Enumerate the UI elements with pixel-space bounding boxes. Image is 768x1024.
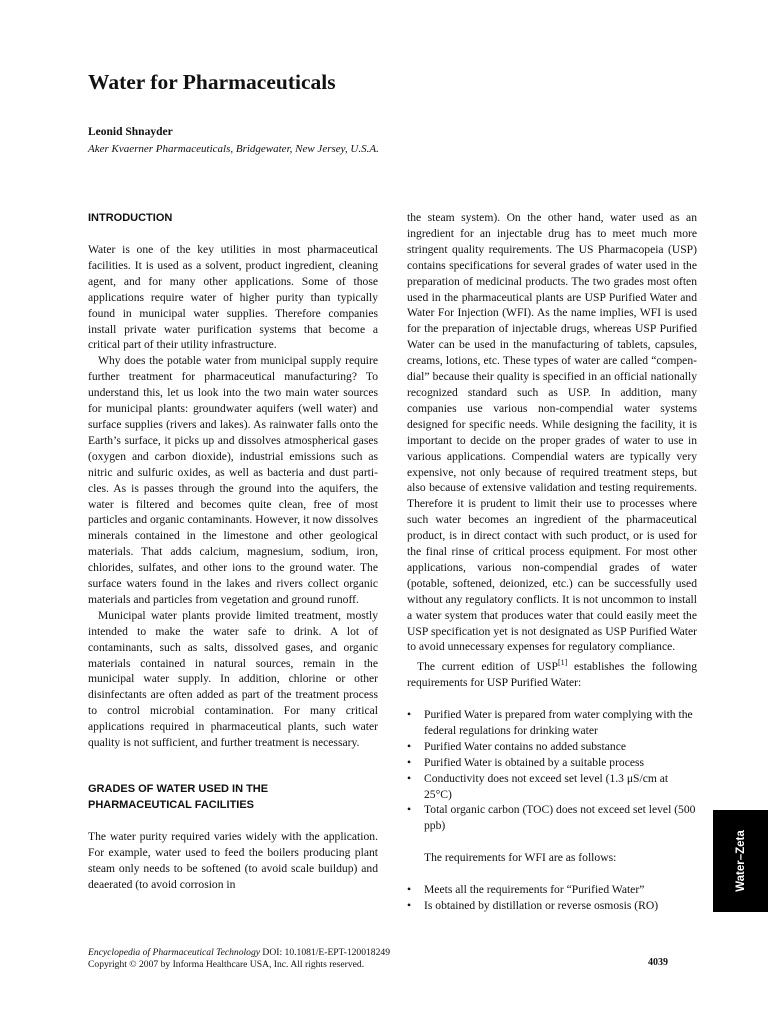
list-item-text: Conductivity does not exceed set level (1.3 μS/cm at 25°C) [424,771,669,801]
list-item [407,755,697,771]
list-item-text: Purified Water contains no added substance [424,739,627,753]
bullet-icon: • [407,899,412,913]
paragraph: The requirements for WFI are as follows: [424,851,617,865]
list-item-text: Meets all the requirements for “Purified Water” [424,883,645,897]
bullet-icon: • [407,771,412,785]
bullet-icon: • [407,803,412,817]
side-tab-label: Water–Zeta [734,830,747,892]
list-item-text: Purified Water is obtained by a suitable process [424,755,645,769]
footer-citation-line [88,947,390,959]
section-side-tab [713,810,768,912]
purified-water-requirements-list [407,707,697,834]
list-item [407,739,697,755]
paragraph: Why does the potable water from municipal supply require further treatment for pharmaceutical manufacturing? To understand this, let us look into the two main water sources for municipal plants: groundwater aquifers (well water) and surface supplies (rivers and lakes). As rainwater falls onto the Earth’s surface, it picks up and dissolves atmospherical gases (oxygen and carbon dioxide), industrial emissions such as nitric and sulfuric oxides, as well as bacteria and dust particles. As is passes through the ground into the aquifers, the water is filtered and becomes quite clean, free of most particles and organic contaminants. However, it now dissolves minerals contained in the limestone and other geological materials. That adds calcium, magnesium, sodium, iron, chlorides, sulfates, and other ions to the ground water. The surface waters found in the lakes and rivers collect organic materials and particles from vegetation and ground runoff. [88,354,378,606]
journal-name: Encyclopedia of Pharmaceutical Technology [88,947,261,958]
section-heading-grades [88,781,378,813]
page-number: 4039 [648,957,668,968]
text-run: The current edition of USP [417,660,558,674]
list-item-text: Is obtained by distillation or reverse osmosis (RO) [424,899,659,913]
paragraph [407,655,697,691]
wfi-requirements-list [407,882,697,914]
heading-line: GRADES OF WATER USED IN THE [88,783,269,795]
bullet-icon: • [407,708,412,722]
bullet-icon: • [407,739,412,753]
article-title: Water for Pharmaceuticals [88,70,336,94]
left-column [88,210,378,893]
list-item [407,707,697,739]
page-footer [88,947,390,971]
paragraph: Water is one of the key utilities in most pharmaceutical facilities. It is used as a solvent, product ingredient, cleaning agent, and for many other applications. Some of those applications require water of higher purity than typically found in municipal water supplies. Therefore companies install private water purification systems that become a critical part of their utility infrastructure. [88,243,378,352]
copyright-line: Copyright © 2007 by Informa Healthcare USA, Inc. All rights reserved. [88,959,365,970]
list-item [407,771,697,803]
text-run: establishes the following requirements for USP Purified Water: [407,660,697,690]
paragraph: the steam system). On the other hand, water used as an ingredient for an injectable drug has to meet much more stringent quality requirements. The US Pharmacopeia (USP) contains specifications for several grades of water used in the preparation of medicinal products. The two grades most often used in the pharmaceutical plants are USP Purified Water and Water For Injection (WFI). As the name implies, WFI is used for the preparation of injectable drugs, whereas USP Purified Water can be used in the manufacturing of tablets, capsules, creams, lotions, etc. These types of water are called “compendial” because their quality is specified in an official nationally recognized standard such as USP. In addition, many companies use various non-compendial water systems designed for specific needs. While designing the facility, it is important to decide on the proper grades of water to use in various applications. Compendial waters are typically very expensive, not only because of required treatment steps, but also because of extensive validation and testing requirements. Therefore it is prudent to limit their use to processes where such water becomes an ingredient of the pharmaceutical product, is in direct contact with such product, or is used for the final rinse of critical process equipment. For most other applications, various non-compendial grades of water (potable, softened, deionized, etc.) can be successfully used without any regulatory conflicts. It is not uncommon to install a water system that produces water that could easily meet the USP specification yet is not designated as USP Purified Water to avoid unnecessary expenses for regulatory compliance. [407,211,697,654]
section-heading-introduction: INTRODUCTION [88,212,173,224]
list-item [407,882,697,898]
list-item [407,898,697,914]
paragraph: Municipal water plants provide limited treatment, mostly intended to make the water safe to drink. A lot of contaminants, such as salts, dissolved gases, and organic materials contained in natural sources, remain in the municipal water supply. In addition, chlorine or other disinfectants are often added as part of the treatment process to control microbial contamination. For many critical applications required in pharmaceutical plants, such water quality is not sufficient, and further treatment is necessary. [88,608,378,750]
bullet-icon: • [407,755,412,769]
author-affiliation: Aker Kvaerner Pharmaceuticals, Bridgewater, New Jersey, U.S.A. [88,143,379,155]
right-column [407,210,697,914]
list-item-text: Purified Water is prepared from water complying with the federal regulations for drinking water [424,708,693,737]
list-item-text: Total organic carbon (TOC) does not exceed set level (500 ppb) [424,803,696,833]
doi-text: DOI: 10.1081/E-EPT-120018249 [260,947,390,958]
author-name: Leonid Shnayder [88,126,173,138]
bullet-icon: • [407,883,412,897]
heading-line: PHARMACEUTICAL FACILITIES [88,799,255,811]
paragraph: The water purity required varies widely with the application. For example, water used to feed the boilers producing plant steam only needs to be softened (to avoid scale buildup) and deaerated (to avoid corrosion in [88,830,378,891]
list-item [407,802,697,834]
citation-reference[interactable]: [1] [557,658,568,668]
